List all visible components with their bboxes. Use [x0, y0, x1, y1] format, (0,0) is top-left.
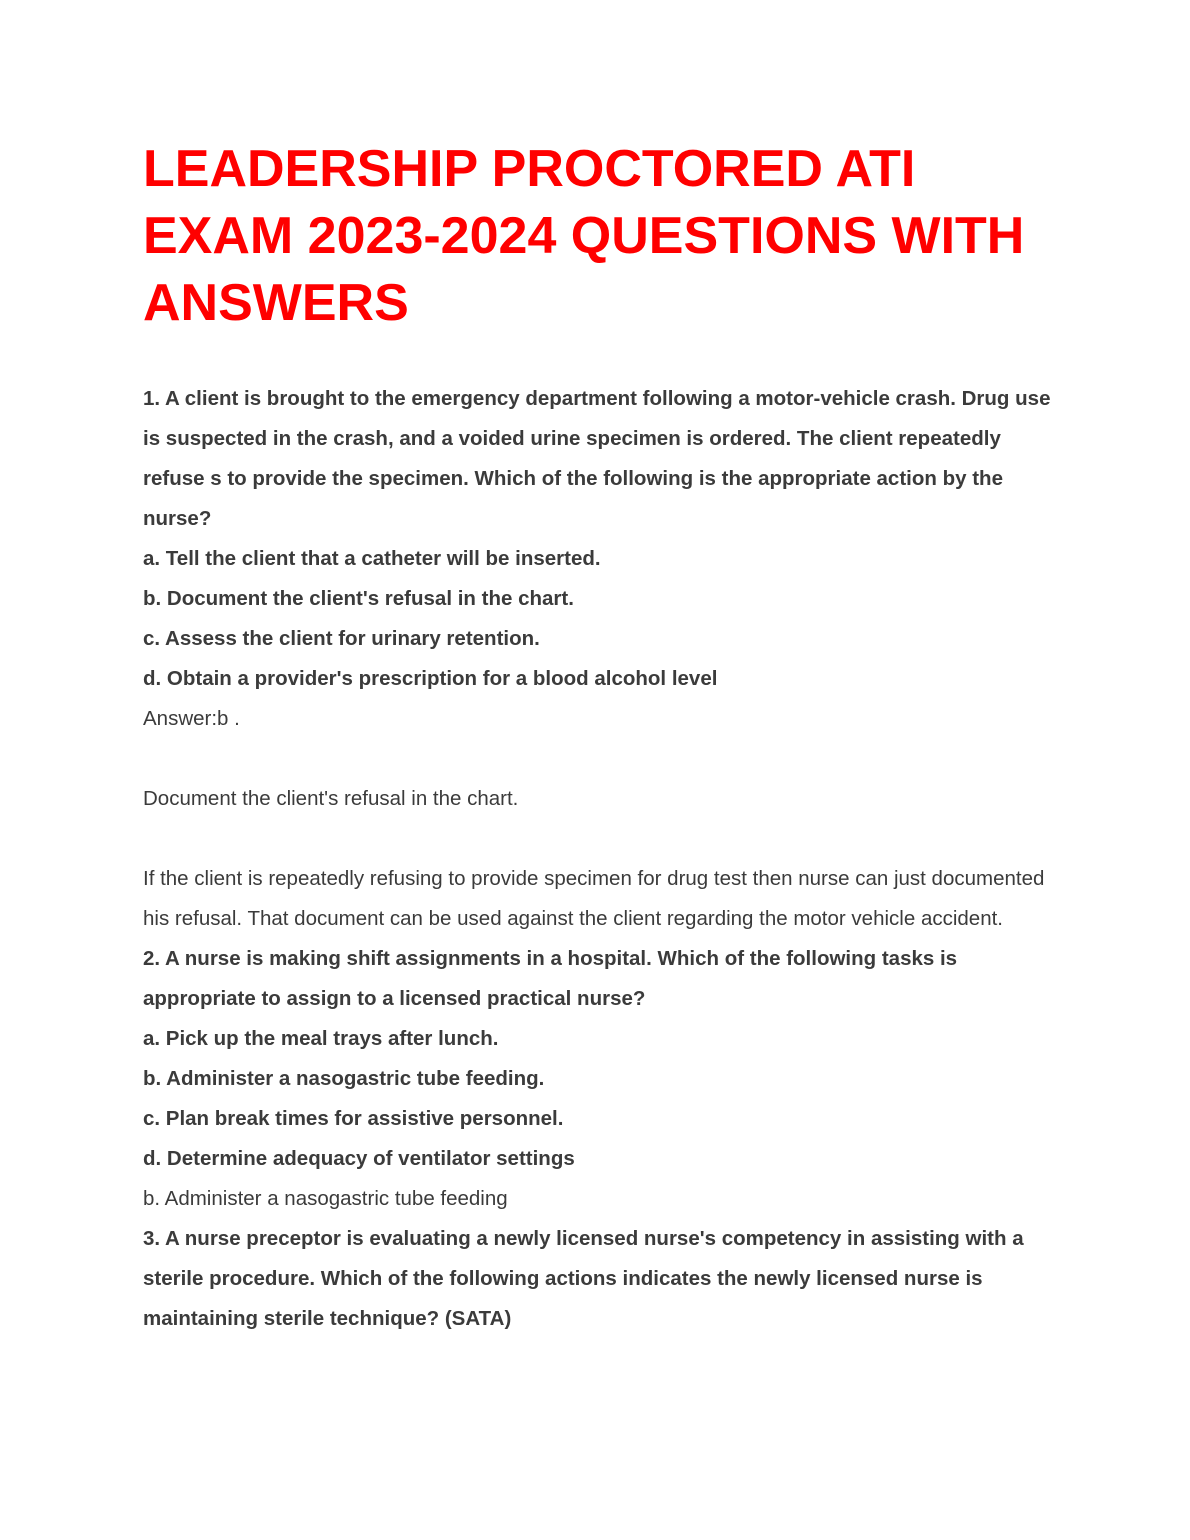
question-2-option-b: b. Administer a nasogastric tube feeding. [143, 1067, 545, 1090]
question-2-text: 2. A nurse is making shift assignments in a hospital. Which of the following tasks is appropriate to assign to a licensed practical nurse? [143, 947, 958, 1010]
question-2-answer-text: b. Administer a nasogastric tube feeding [143, 1187, 508, 1210]
question-1-text: 1. A client is brought to the emergency department following a motor-vehicle crash. Drug use is suspected in the crash, and a voided urine specimen is ordered. The client repeatedly refuse s to provide the specimen. Which of the following is the appropriate action by the nurse? [143, 387, 1051, 530]
question-1-option-b: b. Document the client's refusal in the chart. [143, 587, 574, 610]
question-2-option-a: a. Pick up the meal trays after lunch. [143, 1027, 499, 1050]
question-2-option-c: c. Plan break times for assistive personnel. [143, 1107, 564, 1130]
question-1-option-d: d. Obtain a provider's prescription for a blood alcohol level [143, 667, 718, 690]
question-1-option-a: a. Tell the client that a catheter will be inserted. [143, 547, 601, 570]
question-3-text: 3. A nurse preceptor is evaluating a newly licensed nurse's competency in assisting with a sterile procedure. Which of the following actions indicates the newly licensed nurse is maintaining sterile technique? (SATA) [143, 1227, 1024, 1330]
question-1-option-c: c. Assess the client for urinary retention. [143, 627, 540, 650]
question-1-rationale: If the client is repeatedly refusing to provide specimen for drug test then nurse can just documented his refusal. That document can be used against the client regarding the motor vehicle accident. [143, 867, 1045, 930]
question-1-answer-text: Document the client's refusal in the chart. [143, 787, 519, 810]
question-1-answer-label: Answer:b . [143, 707, 240, 730]
document-body [143, 379, 1053, 1339]
question-2-option-d: d. Determine adequacy of ventilator settings [143, 1147, 575, 1170]
document-title: LEADERSHIP PROCTORED ATI EXAM 2023-2024 QUESTIONS WITH ANSWERS [143, 140, 1025, 332]
